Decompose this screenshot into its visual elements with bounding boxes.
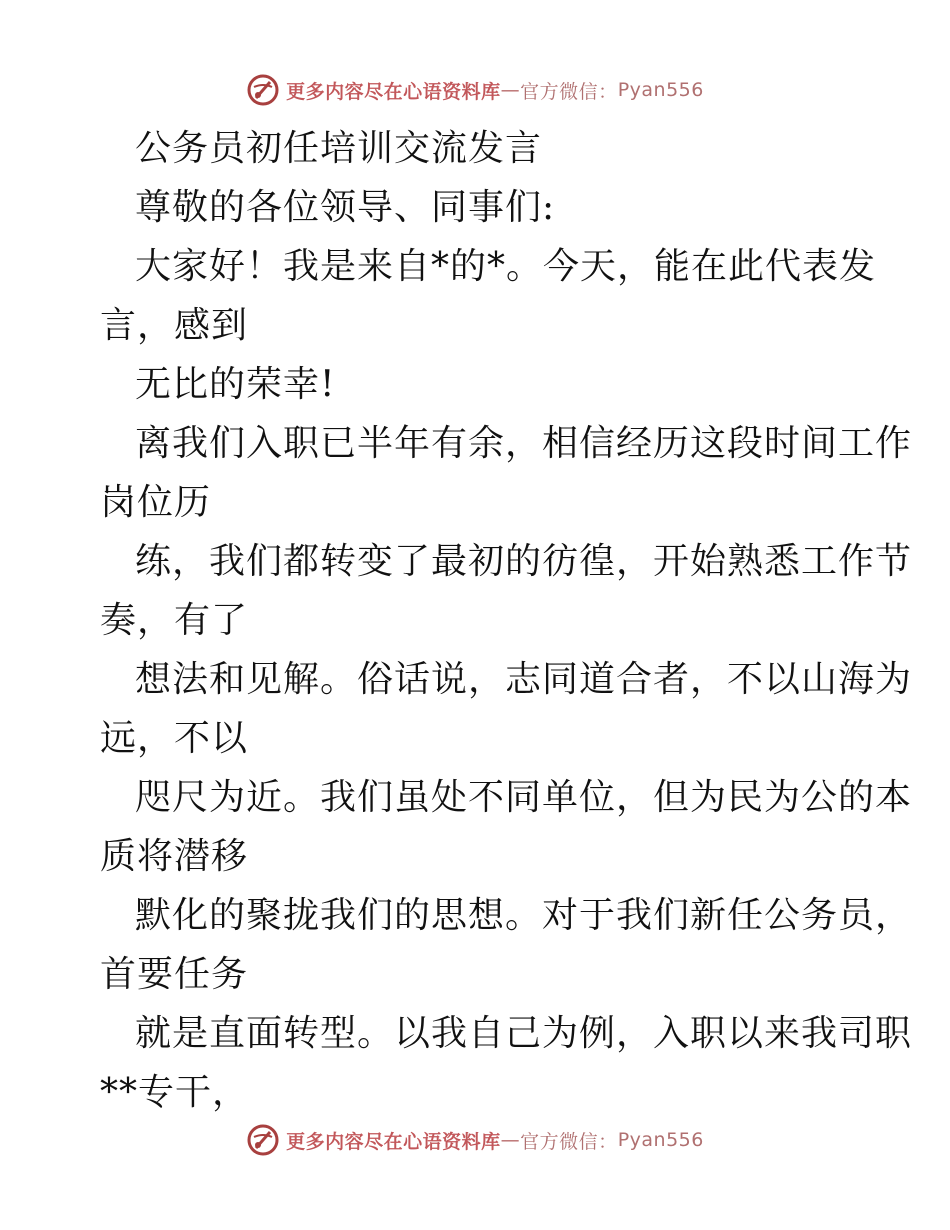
header-watermark xyxy=(0,70,950,110)
header-wechat-label: 官方微信： xyxy=(520,80,618,103)
header-wechat-id: Pyan556 xyxy=(617,79,704,101)
salutation: 尊敬的各位领导、同事们: xyxy=(135,187,556,228)
paragraph-line: 奏，有了 xyxy=(100,600,249,641)
paragraph-line: 想法和见解。俗话说，志同道合者，不以山海为 xyxy=(135,659,913,700)
footer-watermark xyxy=(0,1120,950,1160)
quill-logo-icon xyxy=(246,1123,280,1157)
paragraph-line: 无比的荣幸! xyxy=(135,364,336,405)
footer-wechat-label: 官方微信： xyxy=(520,1130,618,1153)
paragraph-line: 远，不以 xyxy=(100,718,249,759)
header-separator: — xyxy=(500,79,521,101)
paragraph-line: 言，感到 xyxy=(100,305,249,346)
paragraph-line: 大家好！我是来自*的*。今天，能在此代表发 xyxy=(135,246,877,287)
paragraph-line: 首要任务 xyxy=(100,954,249,995)
paragraph-line: 离我们入职已半年有余，相信经历这段时间工作 xyxy=(135,423,913,464)
paragraph-line: 质将潜移 xyxy=(100,836,249,877)
paragraph-line: 练，我们都转变了最初的彷徨，开始熟悉工作节 xyxy=(135,541,913,582)
footer-wechat-id: Pyan556 xyxy=(617,1129,704,1151)
paragraph-line: 就是直面转型。以我自己为例，入职以来我司职 xyxy=(135,1013,913,1054)
paragraph-line: **专干， xyxy=(100,1072,250,1113)
paragraph-line: 默化的聚拢我们的思想。对于我们新任公务员， xyxy=(135,895,913,936)
paragraph-line: 岗位历 xyxy=(100,482,212,523)
paragraph-line: 咫尺为近。我们虽处不同单位，但为民为公的本 xyxy=(135,777,913,818)
footer-slogan: 更多内容尽在心语资料库 xyxy=(286,1130,501,1153)
quill-logo-icon xyxy=(246,73,280,107)
doc-title: 公务员初任培训交流发言 xyxy=(135,128,543,169)
header-slogan: 更多内容尽在心语资料库 xyxy=(286,80,501,103)
footer-separator: — xyxy=(500,1129,521,1151)
